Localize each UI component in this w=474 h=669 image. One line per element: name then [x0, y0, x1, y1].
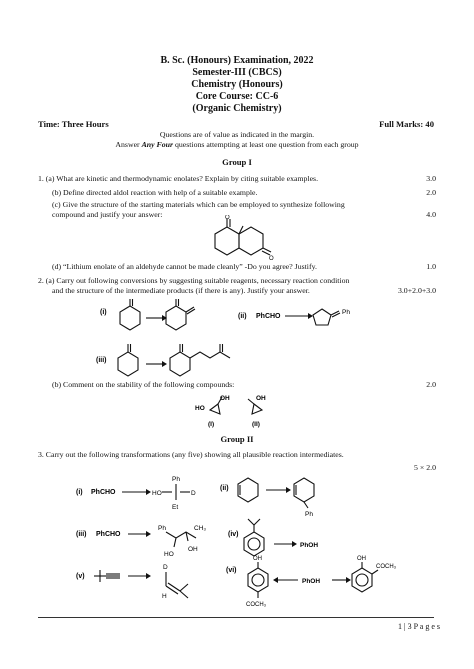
q1b-marks: 2.0: [426, 188, 436, 197]
svg-text:(II): (II): [252, 421, 260, 428]
svg-text:CH₃: CH₃: [194, 525, 207, 532]
q1c-text-1: (c) Give the structure of the starting materials which can be employed to synthesize following: [52, 200, 345, 209]
svg-text:OH: OH: [357, 556, 366, 562]
q3-v-scheme: [76, 558, 206, 606]
page-number: 1 | 3 P a g e s: [398, 622, 440, 631]
svg-text:PhCHO: PhCHO: [96, 531, 121, 538]
svg-text:OH: OH: [253, 556, 262, 562]
q2b-text: (b) Comment on the stability of the following compounds:: [52, 380, 235, 389]
svg-text:COCH₃: COCH₃: [246, 602, 267, 608]
q2a-iii-scheme: [96, 340, 256, 380]
q3-marks: 5 × 2.0: [414, 463, 436, 472]
svg-text:(i): (i): [76, 489, 83, 496]
q2a-i-scheme: [100, 296, 230, 336]
q1a-marks: 3.0: [426, 174, 436, 183]
svg-text:PhOH: PhOH: [302, 578, 321, 585]
svg-text:PhCHO: PhCHO: [256, 313, 281, 320]
svg-text:HO: HO: [164, 551, 174, 558]
subject-line: Chemistry (Honours): [191, 79, 283, 90]
q1d-marks: 1.0: [426, 262, 436, 271]
svg-text:HO: HO: [195, 405, 205, 412]
bicyclic-dione-structure: [205, 215, 275, 265]
q3-vi-scheme: [226, 552, 396, 618]
svg-text:Et: Et: [172, 504, 179, 511]
q2a-marks: 3.0+2.0+3.0: [397, 286, 436, 295]
q3-i-scheme: [76, 472, 206, 514]
semester-line: Semester-III (CBCS): [192, 67, 282, 78]
svg-text:(ii): (ii): [238, 313, 247, 320]
time-label: Time: Three Hours: [38, 119, 109, 129]
q2a-text-2: and the structure of the intermediate products (if there is any). Justify your answer.: [52, 286, 310, 295]
q2a-ii-scheme: [238, 306, 378, 332]
q3-ii-scheme: [220, 470, 340, 520]
q1d-text: (d) “Lithium enolate of an aldehyde cannot be made cleanly” -Do you agree? Justify.: [52, 262, 317, 271]
svg-text:HO: HO: [152, 490, 162, 497]
svg-text:PhOH: PhOH: [300, 542, 319, 549]
q2b-compounds: [190, 392, 280, 430]
q1c-text-2: compound and justify your answer:: [52, 210, 163, 219]
svg-text:Ph: Ph: [342, 309, 350, 316]
note-answer: Answer Any Four questions attempting at least one question from each group: [115, 140, 359, 149]
paper-line: (Organic Chemistry): [192, 103, 282, 114]
svg-text:Ph: Ph: [305, 511, 313, 518]
svg-text:(ii): (ii): [220, 485, 229, 492]
course-line: Core Course: CC-6: [195, 91, 279, 102]
svg-text:D: D: [191, 490, 196, 497]
svg-text:H: H: [162, 593, 167, 600]
svg-text:D: D: [163, 564, 168, 571]
svg-text:O: O: [269, 256, 274, 262]
q3-text: 3. Carry out the following transformations (any five) showing all plausible reaction intermediates.: [38, 450, 344, 459]
svg-text:OH: OH: [188, 546, 198, 553]
exam-title: B. Sc. (Honours) Examination, 2022: [160, 55, 314, 66]
q1c-marks: 4.0: [426, 210, 436, 219]
svg-text:(i): (i): [100, 309, 107, 316]
q1b-text: (b) Define directed aldol reaction with help of a suitable example.: [52, 188, 258, 197]
svg-text:(I): (I): [208, 421, 215, 428]
svg-text:COCH₃: COCH₃: [376, 564, 396, 570]
q3-iii-scheme: [76, 516, 216, 564]
group2-title: Group II: [220, 434, 254, 444]
svg-text:Ph: Ph: [172, 476, 180, 483]
svg-text:(iii): (iii): [76, 531, 87, 538]
marks-label: Full Marks: 40: [379, 119, 434, 129]
svg-text:(vi): (vi): [226, 567, 237, 574]
q1a-text: 1. (a) What are kinetic and thermodynamic enolates? Explain by citing suitable examples.: [38, 174, 319, 183]
svg-text:O: O: [225, 215, 230, 221]
svg-text:PhCHO: PhCHO: [91, 489, 116, 496]
svg-text:(iv): (iv): [228, 531, 239, 538]
svg-text:OH: OH: [256, 395, 266, 402]
svg-text:(v): (v): [76, 573, 85, 580]
svg-text:Ph: Ph: [158, 525, 166, 532]
note-margin: Questions are of value as indicated in the margin.: [159, 130, 315, 139]
q2b-marks: 2.0: [426, 380, 436, 389]
svg-text:(iii): (iii): [96, 357, 107, 364]
svg-text:OH: OH: [220, 395, 230, 402]
group1-title: Group I: [222, 157, 252, 167]
q2a-text-1: 2. (a) Carry out following conversions by suggesting suitable reagents, necessary reaction condition: [38, 276, 350, 285]
footer-divider: [38, 617, 434, 618]
